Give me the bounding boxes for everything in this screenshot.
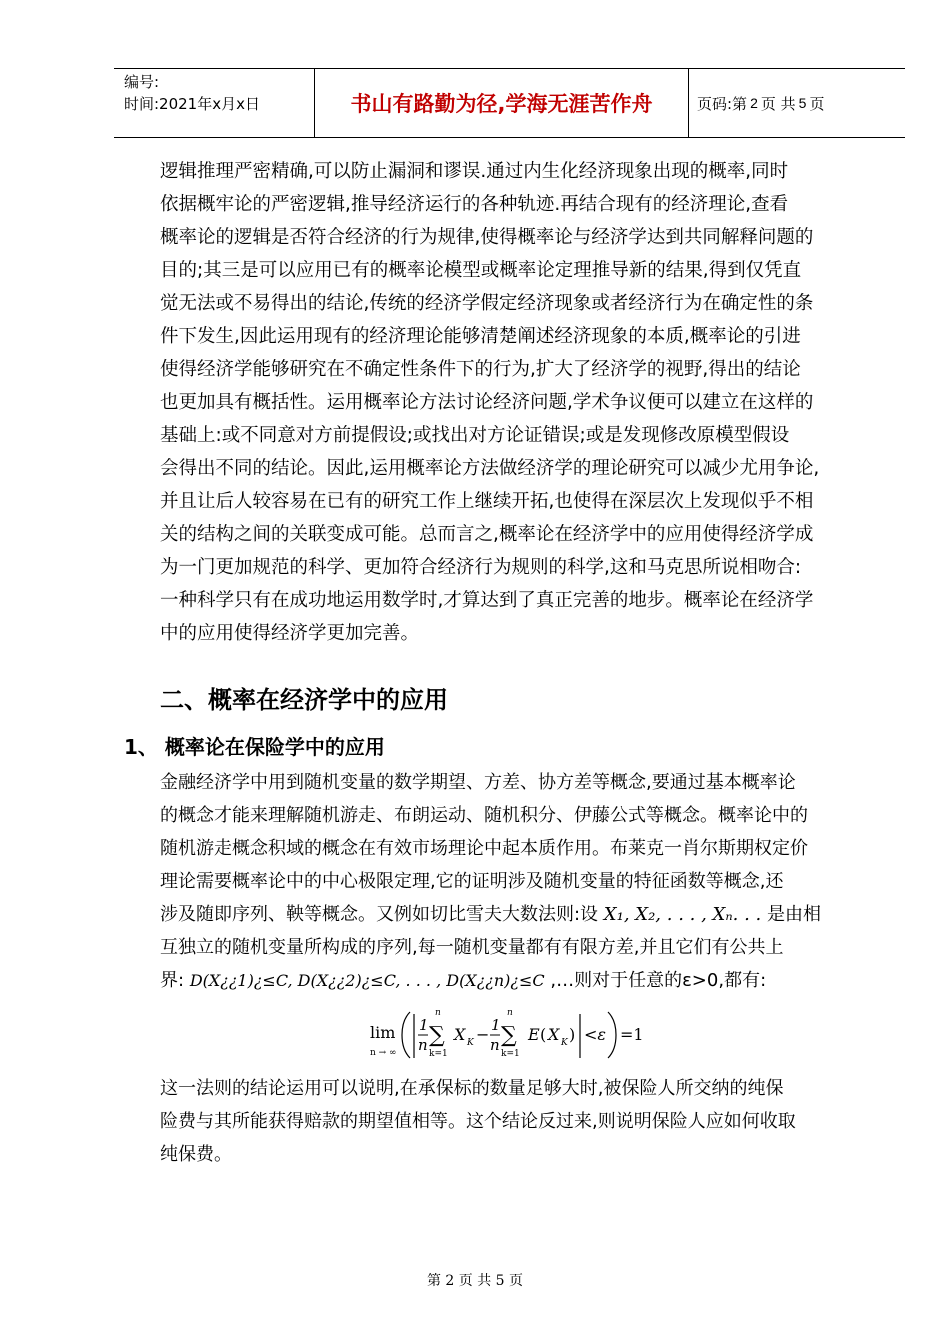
para1-line: 件下发生,因此运用现有的经济理论能够清楚阐述经济现象的本质,概率论的引进 — [160, 326, 801, 347]
page-number: 2 — [750, 95, 758, 111]
para1-line: 觉无法或不易得出的结论,传统的经济学假定经济现象或者经济行为在确定性的条 — [160, 293, 814, 314]
page-mid: 页 共 — [760, 94, 796, 113]
sum1-sigma: ∑ — [429, 1023, 445, 1048]
x-k-2: X — [548, 1025, 560, 1044]
page-prefix: 页码:第 — [697, 94, 748, 113]
para1-line: 并且让后人较容易在已有的研究工作上继续开拓,也使得在深层次上发现似乎不相 — [160, 491, 814, 512]
sum1-top: n — [435, 1008, 441, 1018]
brace-left — [402, 1012, 410, 1058]
sum2-top: n — [507, 1008, 513, 1018]
sum2-sigma: ∑ — [501, 1023, 517, 1048]
para2-line5-prefix: 涉及随即序列、鞅等概念。又例如切比雪夫大数法则:设 — [160, 904, 599, 925]
less-than-epsilon: <ε — [584, 1025, 606, 1044]
brace-right — [608, 1012, 616, 1058]
equals-one: =1 — [620, 1025, 644, 1044]
x-k-1-sub: K — [467, 1038, 474, 1048]
paragraph-2 — [160, 766, 860, 997]
subsection-heading: 1、 概率论在保险学中的应用 — [124, 735, 385, 759]
header-motto: 书山有路勤为径,学海无涯苦作舟 — [315, 69, 689, 137]
number-label: 编号: — [124, 73, 160, 91]
para2-line: 互独立的随机变量所构成的序列,每一随机变量都有有限方差,并且它们有公共上 — [160, 937, 784, 958]
page-suffix: 页 — [809, 94, 825, 113]
para1-line: 一种科学只有在成功地运用数学时,才算达到了真正完善的地步。概率论在经济学 — [160, 590, 814, 611]
para2-line5-suffix: 是由相 — [766, 904, 821, 925]
page-footer: 第 2 页 共 5 页 — [426, 1273, 524, 1289]
formula-lim: lim — [370, 1023, 396, 1042]
paragraph-3 — [160, 1072, 860, 1171]
para1-line: 中的应用使得经济学更加完善。 — [160, 623, 420, 644]
chebyshev-formula — [370, 1000, 660, 1070]
page-total: 5 — [798, 95, 807, 111]
para3-line: 险费与其所能获得赔款的期望值相等。这个结论反过来,则说明保险人应如何收取 — [160, 1111, 796, 1132]
frac1-den: n — [418, 1036, 428, 1054]
para2-line: 理论需要概率论中的中心极限定理,它的证明涉及随机变量的特征函数等概念,还 — [160, 871, 784, 892]
para2-line: 的概念才能来理解随机游走、布朗运动、随机积分、伊藤公式等概念。概率论中的 — [160, 805, 808, 826]
x-k-2-sub: K — [561, 1038, 568, 1048]
page-header — [114, 68, 905, 138]
para1-line: 概率论的逻辑是否符合经济的行为规律,使得概率论与经济学达到共同解释问题的 — [160, 227, 814, 248]
time-label: 时间:2021年x月x日 — [124, 95, 260, 113]
frac1-num: 1 — [419, 1016, 429, 1034]
para1-line: 目的;其三是可以应用已有的概率论模型或概率论定理推导新的结果,得到仅凭直 — [160, 260, 802, 281]
para1-line: 也更加具有概括性。运用概率论方法讨论经济问题,学术争议便可以建立在这样的 — [160, 392, 814, 413]
para1-line: 关的结构之间的关联变成可能。总而言之,概率论在经济学中的应用使得经济学成 — [160, 524, 814, 545]
para1-line: 会得出不同的结论。因此,运用概率论方法做经济学的理论研究可以减少尤用争论, — [160, 458, 820, 479]
paren-open: ( — [540, 1025, 547, 1044]
para2-line: 随机游走概念积域的概念在有效市场理论中起本质作用。布莱克一肖尔斯期权定价 — [160, 838, 808, 859]
para1-line: 使得经济学能够研究在不确定性条件下的行为,扩大了经济学的视野,得出的结论 — [160, 359, 801, 380]
para1-line: 逻辑推理严密精确,可以防止漏洞和谬误.通过内生化经济现象出现的概率,同时 — [160, 161, 789, 182]
para3-line: 这一法则的结论运用可以说明,在承保标的数量足够大时,被保险人所交纳的纯保 — [160, 1078, 784, 1099]
para2-line — [160, 964, 860, 997]
section-heading: 二、概率在经济学中的应用 — [160, 686, 448, 714]
para1-line: 依据概牢论的严密逻辑,推导经济运行的各种轨迹.再结合现有的经济理论,查看 — [160, 194, 789, 215]
para2-line7-suffix: ,…则对于任意的ε>0,都有: — [550, 970, 767, 991]
sequence-variables: X₁, X₂, . . . , Xₙ. . . — [603, 904, 762, 925]
para1-line: 为一门更加规范的科学、更加符合经济行为规则的科学,这和马克思所说相吻合: — [160, 557, 802, 578]
header-meta — [114, 69, 315, 137]
paren-close: ) — [569, 1025, 576, 1044]
minus-sign: − — [476, 1025, 490, 1044]
para1-line: 基础上:或不同意对方前提假设;或找出对方论证错误;或是发现修改原模型假设 — [160, 425, 790, 446]
frac2-den: n — [490, 1036, 500, 1054]
para3-line: 纯保费。 — [160, 1144, 232, 1165]
para2-line — [160, 898, 860, 931]
para2-line: 金融经济学中用到随机变量的数学期望、方差、协方差等概念,要通过基本概率论 — [160, 772, 796, 793]
frac2-num: 1 — [491, 1016, 501, 1034]
sum1-bottom: k=1 — [429, 1049, 448, 1059]
x-k-1: X — [454, 1025, 466, 1044]
expectation-e: E — [528, 1025, 540, 1044]
paragraph-1 — [160, 155, 860, 650]
header-page-info — [689, 69, 905, 137]
variance-bounds: D(X¿¿1)¿≤C, D(X¿¿2)¿≤C, . . . , D(X¿¿n)¿≤C — [189, 971, 545, 990]
sum2-bottom: k=1 — [501, 1049, 520, 1059]
para2-line7-prefix: 界: — [160, 970, 185, 991]
formula-lim-sub: n → ∞ — [370, 1048, 397, 1058]
